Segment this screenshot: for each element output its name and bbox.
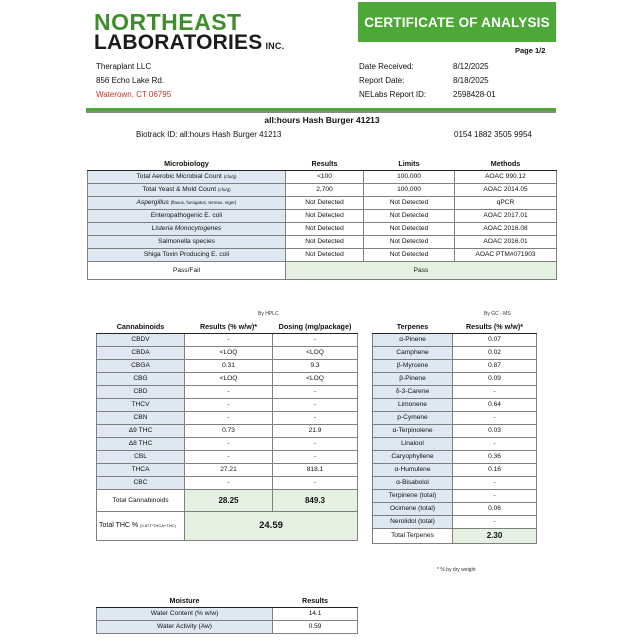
table-row <box>373 346 537 359</box>
method-cell: AOAC 990.12 <box>455 170 557 183</box>
total-label: Total Cannabinoids <box>97 489 185 511</box>
report-meta <box>359 60 496 102</box>
total-label: Total Terpenes <box>373 528 453 543</box>
dose-cell: - <box>273 411 358 424</box>
table-row <box>373 476 537 489</box>
biotrack-label: Biotrack ID: <box>136 130 178 139</box>
result-cell: - <box>453 385 537 398</box>
analyte-label: Total Yeast & Mold Count <box>142 186 217 193</box>
table-row <box>97 333 358 346</box>
result-cell: 0.36 <box>453 450 537 463</box>
table-row <box>88 170 557 183</box>
microbiology-table <box>87 157 557 280</box>
dry-weight-note: * % by dry weight <box>437 567 476 573</box>
col-header: Limits <box>364 157 455 170</box>
method-cell: AOAC 2017.01 <box>455 209 557 222</box>
analyte-name: CBD <box>97 385 185 398</box>
result-cell: - <box>185 476 273 489</box>
table-row <box>373 385 537 398</box>
report-key: Report Date: <box>359 76 405 85</box>
table-row <box>373 372 537 385</box>
analyte-name: THCA <box>97 463 185 476</box>
result-cell: 0.16 <box>453 463 537 476</box>
report-key: NELabs Report ID: <box>359 90 427 99</box>
dose-cell: - <box>273 385 358 398</box>
analyte-name <box>88 209 286 222</box>
logo-line2-text: LABORATORIES <box>94 31 263 54</box>
sample-title: all:hours Hash Burger 41213 <box>264 115 380 125</box>
client-address1: 856 Echo Lake Rd. <box>96 76 165 85</box>
result-cell: - <box>453 411 537 424</box>
result-cell: 0.06 <box>453 502 537 515</box>
col-header: Terpenes <box>373 320 453 333</box>
total-row <box>97 489 358 511</box>
analyte-label: Total Aerobic Microbial Count <box>136 173 222 180</box>
analyte-label: Enteropathogenic E. coli <box>150 212 223 219</box>
analyte-label: Listeria Monocytogenes <box>151 225 222 232</box>
result-cell: 14.1 <box>273 607 358 620</box>
col-header: Results (% w/w)* <box>453 320 537 333</box>
analyte-name: α-Terpinolene <box>373 424 453 437</box>
hplc-note: By HPLC <box>258 311 279 317</box>
limit-cell: 100,000 <box>364 183 455 196</box>
limit-cell: Not Detected <box>364 196 455 209</box>
result-cell: <LOQ <box>185 372 273 385</box>
report-key: Date Received: <box>359 62 414 71</box>
analyte-name <box>88 196 286 209</box>
analyte-name: Camphene <box>373 346 453 359</box>
analyte-name: β-Myrcene <box>373 359 453 372</box>
client-address2: Waterown, CT 06795 <box>96 90 172 99</box>
method-cell: qPCR <box>455 196 557 209</box>
result-cell: Not Detected <box>286 209 364 222</box>
analyte-name: α-Humulene <box>373 463 453 476</box>
result-cell: Not Detected <box>286 222 364 235</box>
report-value: 8/18/2025 <box>453 76 489 85</box>
analyte-label: Salmonella species <box>158 238 215 245</box>
dose-cell: 21.9 <box>273 424 358 437</box>
analyte-name: Limonene <box>373 398 453 411</box>
terpenes-table <box>372 320 537 544</box>
analyte-name: CBG <box>97 372 185 385</box>
result-cell: 0.59 <box>273 620 358 633</box>
col-header: Microbiology <box>88 157 286 170</box>
logo-line2 <box>94 32 284 57</box>
dose-cell: - <box>273 437 358 450</box>
table-row <box>88 248 557 261</box>
table-row <box>97 607 358 620</box>
col-header: Methods <box>455 157 557 170</box>
analyte-name: Water Activity (Aw) <box>97 620 273 633</box>
analyte-name: CBGA <box>97 359 185 372</box>
table-row <box>373 333 537 346</box>
table-row <box>97 359 358 372</box>
thc-total-label <box>97 511 185 540</box>
result-cell: - <box>185 333 273 346</box>
table-row <box>88 209 557 222</box>
table-row <box>97 346 358 359</box>
result-cell: <100 <box>286 170 364 183</box>
table-row <box>373 398 537 411</box>
method-cell: AOAC 2016.08 <box>455 222 557 235</box>
dose-cell: 818.1 <box>273 463 358 476</box>
analyte-name: Nerolidol (total) <box>373 515 453 528</box>
result-cell: 0.09 <box>453 372 537 385</box>
total-row <box>373 528 537 543</box>
table-header <box>97 320 358 333</box>
result-cell: Not Detected <box>286 248 364 261</box>
sample-barcode: 0154 1882 3505 9954 <box>454 130 532 139</box>
analyte-name <box>88 183 286 196</box>
result-cell: - <box>453 515 537 528</box>
table-row <box>373 359 537 372</box>
analyte-name: CBC <box>97 476 185 489</box>
limit-cell: Not Detected <box>364 235 455 248</box>
total-dose: 849.3 <box>273 489 358 511</box>
analyte-unit: (cfu/g) <box>217 187 231 192</box>
col-header: Results (% w/w)* <box>185 320 273 333</box>
table-header <box>88 157 557 170</box>
analyte-unit: (flavus, fumigatus, terreus, niger) <box>170 200 237 205</box>
result-cell: <LOQ <box>185 346 273 359</box>
table-row <box>97 620 358 633</box>
dose-cell: - <box>273 476 358 489</box>
result-cell: - <box>185 437 273 450</box>
table-row <box>97 437 358 450</box>
result-cell: 0.87 <box>453 359 537 372</box>
analyte-name: Ocimene (total) <box>373 502 453 515</box>
biotrack-id <box>136 130 281 139</box>
logo-line1: NORTHEAST <box>94 9 242 35</box>
table-row <box>97 424 358 437</box>
analyte-name: THCV <box>97 398 185 411</box>
table-row <box>97 450 358 463</box>
table-row <box>88 183 557 196</box>
page-number: Page 1/2 <box>515 46 546 55</box>
analyte-unit: (cfu/g) <box>223 174 237 179</box>
result-cell: 27.21 <box>185 463 273 476</box>
dose-cell: - <box>273 450 358 463</box>
result-cell: 0.02 <box>453 346 537 359</box>
table-row <box>88 222 557 235</box>
analyte-name: δ-3-Carene <box>373 385 453 398</box>
dose-cell: - <box>273 333 358 346</box>
table-row <box>97 476 358 489</box>
dose-cell: <LOQ <box>273 372 358 385</box>
col-header: Results <box>273 594 358 607</box>
analyte-name: Caryophyllene <box>373 450 453 463</box>
table-row <box>373 450 537 463</box>
analyte-name: Terpinene (total) <box>373 489 453 502</box>
thc-formula: (0.877*THCA+THC) <box>140 523 176 528</box>
result-cell: 0.03 <box>453 424 537 437</box>
analyte-name: Water Content (% w/w) <box>97 607 273 620</box>
analyte-name <box>88 222 286 235</box>
table-row <box>88 196 557 209</box>
analyte-name: Linalool <box>373 437 453 450</box>
thc-total-value: 24.59 <box>185 511 358 540</box>
analyte-label: Aspergillus <box>136 199 169 206</box>
dose-cell: <LOQ <box>273 346 358 359</box>
analyte-name: CBDA <box>97 346 185 359</box>
cannabinoids-table <box>96 320 358 541</box>
analyte-name <box>88 170 286 183</box>
table-row <box>373 515 537 528</box>
table-row <box>373 502 537 515</box>
client-block <box>96 60 171 102</box>
result-cell: 0.64 <box>453 398 537 411</box>
limit-cell: Not Detected <box>364 222 455 235</box>
analyte-name: α-Pinene <box>373 333 453 346</box>
result-cell: - <box>185 411 273 424</box>
passfail-row <box>88 261 557 279</box>
analyte-label: Shiga Toxin Producing E. coli <box>143 251 230 258</box>
table-row <box>88 235 557 248</box>
method-cell: AOAC PTM#071903 <box>455 248 557 261</box>
report-value: 2598428-01 <box>453 90 496 99</box>
analyte-name: β-Pinene <box>373 372 453 385</box>
analyte-name <box>88 248 286 261</box>
result-cell: 0.73 <box>185 424 273 437</box>
coa-banner: CERTIFICATE OF ANALYSIS <box>358 2 556 42</box>
col-header: Results <box>286 157 364 170</box>
analyte-name: α-Bisabolol <box>373 476 453 489</box>
report-row <box>359 60 496 74</box>
result-cell: 0.31 <box>185 359 273 372</box>
analyte-name <box>88 235 286 248</box>
table-row <box>97 411 358 424</box>
thc-label: Total THC % <box>99 522 139 529</box>
report-row <box>359 74 496 88</box>
limit-cell: Not Detected <box>364 209 455 222</box>
limit-cell: 100,000 <box>364 170 455 183</box>
table-row <box>373 489 537 502</box>
limit-cell: Not Detected <box>364 248 455 261</box>
result-cell: 0.07 <box>453 333 537 346</box>
analyte-name: p-Cymene <box>373 411 453 424</box>
passfail-value: Pass <box>286 261 557 279</box>
result-cell: Not Detected <box>286 196 364 209</box>
passfail-label: Pass/Fail <box>88 261 286 279</box>
dose-cell: 9.3 <box>273 359 358 372</box>
table-row <box>373 437 537 450</box>
analyte-name: Δ8 THC <box>97 437 185 450</box>
table-row <box>97 463 358 476</box>
col-header: Cannabinoids <box>97 320 185 333</box>
logo-suffix: INC. <box>265 41 285 51</box>
gcms-note: By GC - MS <box>484 311 511 317</box>
result-cell: - <box>185 398 273 411</box>
table-row <box>97 398 358 411</box>
analyte-name: CBN <box>97 411 185 424</box>
method-cell: AOAC 2014.05 <box>455 183 557 196</box>
result-cell: - <box>453 437 537 450</box>
table-row <box>97 385 358 398</box>
table-row <box>373 424 537 437</box>
biotrack-value: all:hours Hash Burger 41213 <box>179 130 282 139</box>
moisture-table <box>96 594 358 634</box>
divider <box>86 111 556 113</box>
col-header: Dosing (mg/package) <box>273 320 358 333</box>
table-row <box>97 372 358 385</box>
result-cell: Not Detected <box>286 235 364 248</box>
col-header: Moisture <box>97 594 273 607</box>
report-value: 8/12/2025 <box>453 62 489 71</box>
dose-cell: - <box>273 398 358 411</box>
table-header <box>373 320 537 333</box>
lab-logo <box>94 9 285 57</box>
result-cell: - <box>185 450 273 463</box>
table-row <box>373 411 537 424</box>
total-result: 28.25 <box>185 489 273 511</box>
result-cell: - <box>453 476 537 489</box>
total-value: 2.30 <box>453 528 537 543</box>
client-name: Theraplant LLC <box>96 62 152 71</box>
thc-total-row <box>97 511 358 540</box>
analyte-name: CBL <box>97 450 185 463</box>
table-header <box>97 594 358 607</box>
analyte-name: CBDV <box>97 333 185 346</box>
analyte-name: Δ9 THC <box>97 424 185 437</box>
method-cell: AOAC 2016.01 <box>455 235 557 248</box>
report-row <box>359 88 496 102</box>
result-cell: - <box>185 385 273 398</box>
result-cell: 2,700 <box>286 183 364 196</box>
result-cell: - <box>453 489 537 502</box>
table-row <box>373 463 537 476</box>
